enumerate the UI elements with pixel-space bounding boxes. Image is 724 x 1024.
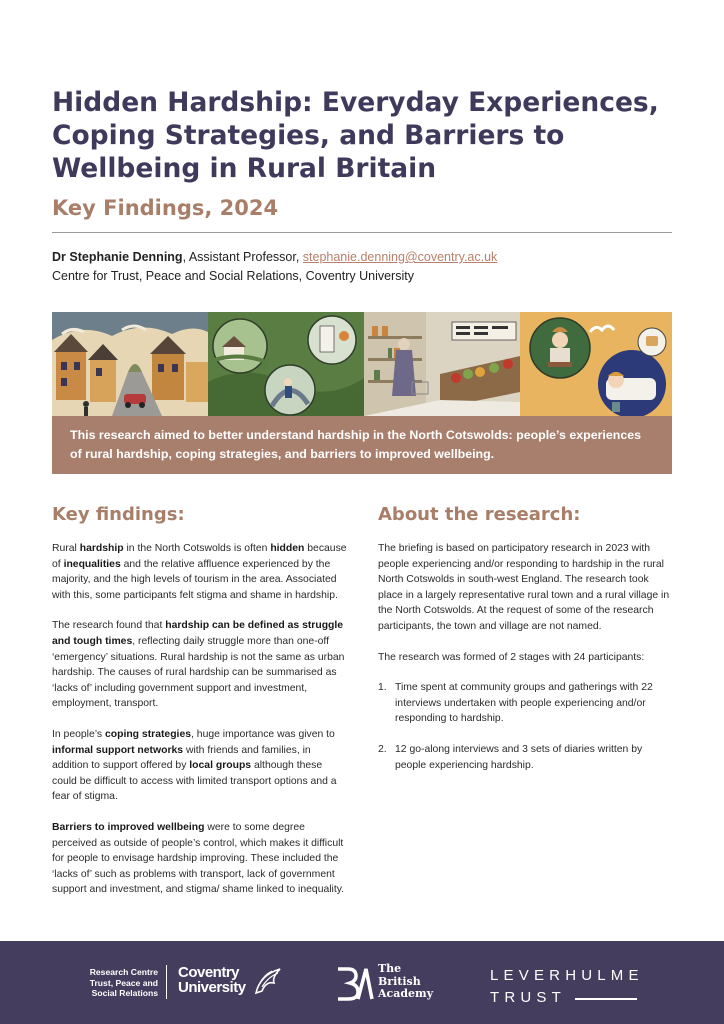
phoenix-wing-icon	[252, 965, 284, 997]
author-name: Dr Stephanie Denning	[52, 250, 183, 264]
emphasis: local groups	[189, 760, 252, 772]
logo-text-line: University	[178, 979, 246, 996]
list-item	[378, 680, 674, 727]
banner-caption: This research aimed to better understand hardship in the North Cotswolds: people’s experiences of rural hardship, coping strategies, and barriers to improved wellbeing.	[52, 416, 672, 474]
text-run: , huge importance was given to	[191, 728, 335, 740]
logo-text-line: Social Relations	[91, 988, 158, 998]
text-run: because of	[52, 543, 347, 570]
rest-and-coping-illustration	[520, 312, 672, 416]
emphasis: informal support networks	[52, 744, 184, 756]
author-role: , Assistant Professor,	[182, 250, 303, 264]
shop-shelves-illustration	[364, 312, 520, 416]
logo-text-line: TRUST	[490, 989, 566, 1006]
logo-text-line: The	[378, 962, 402, 975]
coventry-university-logo	[178, 965, 246, 995]
research-centre-logo-text	[58, 967, 158, 999]
logo-text-line: Academy	[378, 987, 434, 1000]
logo-divider	[166, 965, 167, 999]
text-run: in the North Cotswolds is often	[123, 543, 271, 554]
finding-hidden-hardship	[52, 541, 348, 603]
key-findings-heading: Key findings:	[52, 504, 185, 525]
footer-logos	[0, 941, 724, 1024]
logo-text-line: Research Centre	[89, 967, 158, 977]
about-research-section	[378, 504, 674, 788]
page-subtitle: Key Findings, 2024	[52, 196, 279, 220]
text-run: were to some degree perceived as outside of people’s control, which makes it difficult for people to envisage hardship improving. These included the ‘lacks of’ such as problems with transport, lack of government support and investment, and stigma/ shame linked to inequality.	[52, 821, 345, 896]
author-block	[52, 248, 497, 286]
text-run: and the relative affluence experienced by the majority, and the high levels of tourism in the area. Associated with this, some participants felt stigma and shame in hardship.	[52, 558, 338, 601]
finding-definition	[52, 618, 348, 712]
page-title: Hidden Hardship: Everyday Experiences, Coping Strategies, and Barriers to Wellbeing in Rural Britain	[52, 87, 659, 185]
list-number: 1.	[378, 682, 387, 694]
british-academy-mark-icon	[336, 965, 374, 1001]
research-stages-list	[378, 680, 674, 773]
leverhulme-trust-logo	[490, 965, 644, 1009]
list-number: 2.	[378, 743, 387, 755]
title-divider	[52, 232, 672, 233]
countryside-vignettes-illustration	[208, 312, 364, 416]
illustration-banner	[52, 312, 672, 416]
emphasis: hardship	[79, 543, 124, 554]
text-run: although these could be difficult to access with limited transport options and a fear of stigma.	[52, 760, 337, 803]
leverhulme-underline	[575, 998, 637, 1000]
emphasis: coping strategies	[104, 728, 192, 740]
british-academy-logo-text	[378, 963, 433, 1001]
logo-text-line: Coventry	[178, 964, 240, 981]
list-item	[378, 742, 674, 773]
list-text: 12 go-along interviews and 3 sets of diaries written by people experiencing hardship.	[395, 743, 643, 771]
finding-barriers	[52, 820, 348, 898]
logo-text-line: Trust, Peace and	[89, 977, 158, 988]
about-paragraph-2: The research was formed of 2 stages with 24 participants:	[378, 651, 645, 663]
text-run: with friends and families, in addition to support offered by	[52, 744, 311, 772]
key-findings-section	[52, 504, 348, 913]
list-text: Time spent at community groups and gatherings with 22 interviews undertaken with people experiencing and/or responding to hardship.	[395, 682, 653, 725]
emphasis: hardship can be defined as struggle and tough times	[52, 620, 344, 647]
author-email-link[interactable]: stephanie.denning@coventry.ac.uk	[302, 250, 498, 264]
author-affiliation: Centre for Trust, Peace and Social Relations, Coventry University	[52, 269, 414, 283]
text-run: The research found that	[52, 620, 166, 632]
about-research-heading: About the research:	[378, 504, 581, 525]
emphasis: hidden	[270, 543, 305, 554]
town-street-illustration	[52, 312, 208, 416]
emphasis: inequalities	[63, 558, 121, 570]
about-paragraph-1: The briefing is based on participatory research in 2023 with people experiencing and/or responding to hardship in the rural North Cotswolds in south-west England. The research took place in a largely representative rural town and a rural village in the North Cotswolds. At the request of some of the research participants, the town and village are not named.	[378, 543, 670, 632]
logo-text-line: British	[378, 974, 421, 988]
text-run: In people’s	[52, 728, 105, 740]
finding-coping-strategies	[52, 727, 348, 805]
text-run: Rural	[52, 543, 80, 554]
logo-text-line: LEVERHULME	[490, 967, 644, 984]
emphasis: Barriers to improved wellbeing	[52, 821, 205, 833]
text-run: , reflecting daily struggle more than one-off ‘emergency’ situations. Rural hardship is not the same as urban hardship. The causes of rural hardship can be summarised as ‘lacks of’ including government support and investment, employment, transport.	[52, 635, 345, 710]
